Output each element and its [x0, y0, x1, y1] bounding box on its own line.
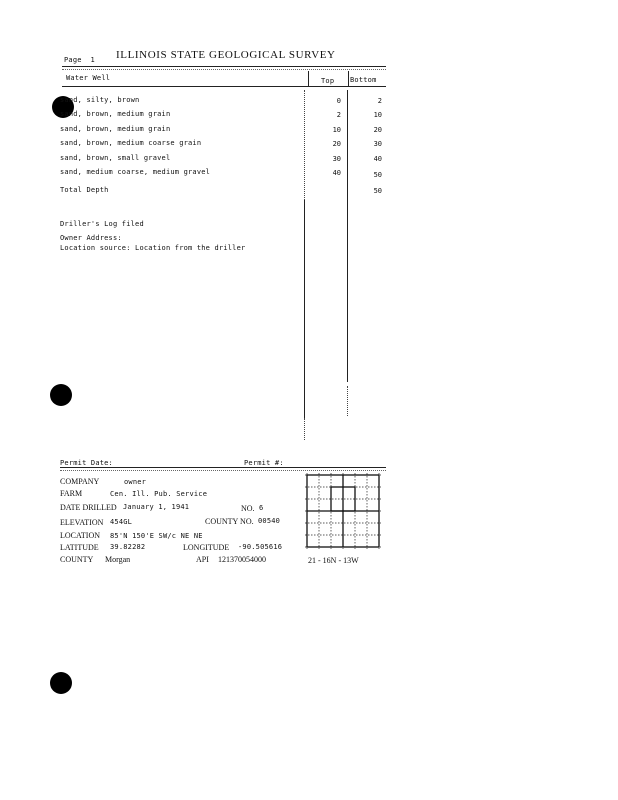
column-header-bottom: Bottom	[350, 76, 377, 84]
api-label: API	[196, 555, 209, 564]
column-divider-header-left	[308, 71, 309, 87]
permit-number-label: Permit #:	[244, 459, 284, 467]
latitude-value: 39.82282	[110, 543, 146, 551]
log-description: sand, brown, medium coarse grain	[60, 139, 202, 147]
log-description: sand, medium coarse, medium gravel	[60, 168, 211, 176]
log-top: 10	[332, 126, 341, 134]
section-location-grid	[305, 473, 381, 549]
log-bottom: 20	[373, 126, 382, 134]
log-top: 2	[336, 111, 341, 119]
well-number-value: 6	[259, 504, 264, 512]
permit-rule	[60, 467, 386, 468]
log-top: 0	[336, 97, 341, 105]
bottom-column-rule	[347, 90, 348, 382]
county-number-label: COUNTY NO.	[205, 517, 254, 526]
survey-title: ILLINOIS STATE GEOLOGICAL SURVEY	[116, 49, 336, 61]
log-bottom: 30	[373, 140, 382, 148]
log-bottom: 2	[377, 97, 382, 105]
company-label: COMPANY	[60, 477, 100, 486]
page-label	[64, 56, 95, 64]
header-rule-dotted	[62, 69, 386, 70]
log-bottom: 40	[373, 155, 382, 163]
latitude-label: LATITUDE	[60, 543, 99, 552]
log-description: sand, brown, medium grain	[60, 110, 171, 118]
well-type: Water Well	[66, 74, 111, 82]
log-top: 20	[332, 140, 341, 148]
location-value: 85'N 150'E SW/c NE NE	[110, 532, 203, 540]
binder-hole-middle	[50, 384, 72, 406]
longitude-label: LONGITUDE	[183, 543, 230, 552]
farm-value: Cen. Ill. Pub. Service	[110, 490, 208, 498]
column-header-rule	[62, 86, 386, 87]
permit-rule-dotted	[60, 470, 386, 471]
log-description: sand, brown, medium grain	[60, 125, 171, 133]
column-header-top: Top	[321, 77, 335, 85]
township-range: 21 - 16N - 13W	[308, 556, 359, 565]
county-value: Morgan	[105, 555, 131, 564]
total-depth-value: 50	[373, 187, 382, 195]
location-label: LOCATION	[60, 531, 100, 540]
date-drilled-label: DATE DRILLED	[60, 503, 117, 512]
bottom-column-rule-lower	[347, 386, 348, 416]
log-description: sand, silty, brown	[60, 96, 140, 104]
header-rule-top	[62, 66, 386, 67]
page-number: 1	[90, 56, 95, 64]
permit-date-label: Permit Date:	[60, 459, 113, 467]
page-label-text: Page	[64, 56, 82, 64]
log-bottom: 50	[373, 171, 382, 179]
log-top: 40	[332, 169, 341, 177]
well-number-label: NO.	[241, 504, 255, 513]
longitude-value: -90.505616	[238, 543, 283, 551]
date-drilled-value: January 1, 1941	[123, 503, 190, 511]
owner-address-label: Owner Address:	[60, 234, 122, 242]
log-top: 30	[332, 155, 341, 163]
location-source-note: Location source: Location from the driller	[60, 244, 246, 252]
top-column-rule-lower	[304, 418, 305, 440]
elevation-value: 454GL	[110, 518, 133, 526]
log-description: sand, brown, small gravel	[60, 154, 171, 162]
elevation-label: ELEVATION	[60, 518, 104, 527]
company-value: owner	[124, 478, 147, 486]
farm-label: FARM	[60, 489, 83, 498]
county-number-value: 00540	[258, 517, 281, 525]
log-bottom: 10	[373, 111, 382, 119]
api-value: 121370054000	[218, 555, 266, 564]
county-label: COUNTY	[60, 555, 94, 564]
top-column-rule	[304, 200, 305, 418]
drillers-log-note: Driller's Log filed	[60, 220, 144, 228]
top-column-rule-upper	[304, 90, 305, 200]
total-depth-label: Total Depth	[60, 186, 109, 194]
binder-hole-bottom	[50, 672, 72, 694]
column-divider-header-right	[348, 71, 349, 87]
